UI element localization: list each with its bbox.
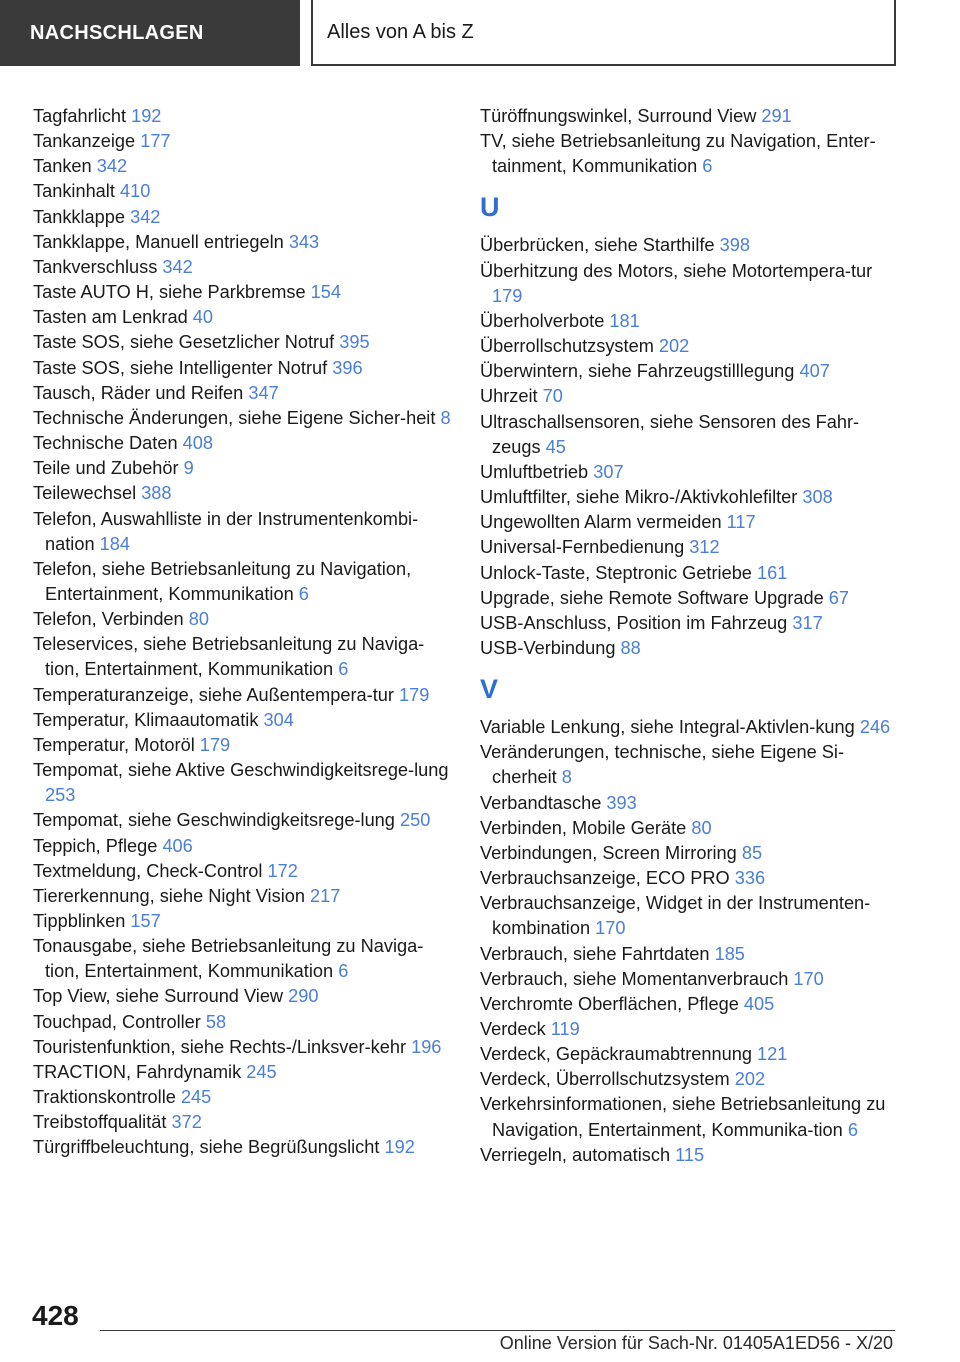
index-entry-text: Veränderungen, technische, siehe Eigene Si-cherheit [480, 742, 844, 788]
index-page-link[interactable]: 312 [689, 537, 720, 558]
index-letter-u: U [480, 192, 500, 223]
index-group-v [480, 715, 900, 1168]
index-page-link[interactable]: 70 [542, 386, 563, 407]
index-page-link[interactable]: 395 [339, 332, 370, 353]
section-label: NACHSCHLAGEN [30, 21, 204, 44]
index-entry [33, 934, 453, 984]
index-entry [33, 330, 453, 355]
index-entry-text: Unlock-Taste, Steptronic Getriebe [480, 562, 752, 583]
index-entry-text: Teleservices, siehe Betriebsanleitung zu Naviga-tion, Entertainment, Kommunikation [33, 634, 425, 680]
index-entry-text: Ungewollten Alarm vermeiden [480, 512, 722, 533]
index-entry [480, 384, 900, 409]
index-entry [480, 942, 900, 967]
index-entry-text: Tankklappe [33, 206, 126, 227]
index-entry [33, 406, 453, 431]
index-group-t-continued [480, 104, 900, 179]
index-entry-text: Textmeldung, Check-Control [33, 860, 263, 881]
index-page-link[interactable]: 406 [162, 835, 193, 856]
index-entry-text: Temperatur, Motoröl [33, 734, 195, 755]
index-group-u [480, 233, 900, 661]
index-entry [480, 334, 900, 359]
index-entry-text: Türgriffbeleuchtung, siehe Begrüßungslicht [33, 1137, 380, 1158]
index-entry-text: Temperatur, Klimaautomatik [33, 709, 259, 730]
index-entry-text: Top View, siehe Surround View [33, 986, 284, 1007]
index-entry-text: Tippblinken [33, 911, 126, 931]
index-entry [33, 481, 453, 506]
index-entry-text: Verbrauchsanzeige, ECO PRO [480, 868, 730, 889]
index-entry-text: Touristenfunktion, siehe Rechts-/Linksver-kehr [33, 1036, 407, 1057]
index-entry [480, 510, 900, 535]
index-page-link[interactable]: 184 [99, 533, 130, 554]
index-entry-text: Tausch, Räder und Reifen [33, 382, 244, 403]
index-page-link[interactable]: 304 [263, 709, 294, 730]
index-entry [33, 356, 453, 381]
index-entry [480, 740, 900, 790]
index-entry [33, 1110, 453, 1135]
index-page-link[interactable]: 342 [162, 256, 193, 277]
index-entry [480, 129, 900, 179]
index-entry-text: Tasten am Lenkrad [33, 307, 188, 328]
index-page-link[interactable]: 161 [757, 562, 788, 583]
index-entry [33, 507, 453, 557]
index-entry [33, 1035, 453, 1060]
index-page-link[interactable]: 317 [792, 612, 823, 633]
index-page-link[interactable]: 6 [298, 583, 309, 604]
index-entry-text: Uhrzeit [480, 386, 538, 407]
index-entry-text: Technische Änderungen, siehe Eigene Sicher-heit [33, 407, 436, 428]
index-page-link[interactable]: 85 [741, 842, 763, 863]
index-entry [33, 129, 453, 154]
index-entry-text: Verbrauch, siehe Fahrtdaten [480, 943, 710, 964]
index-entry [480, 561, 900, 586]
index-entry-text: Türöffnungswinkel, Surround View [480, 106, 757, 126]
index-entry-text: Telefon, siehe Betriebsanleitung zu Navigation, Entertainment, Kommunikation [33, 558, 412, 604]
index-entry-text: Tempomat, siehe Aktive Geschwindigkeitsrege-lung [33, 760, 449, 781]
index-page-link[interactable]: 58 [205, 1011, 227, 1032]
index-page-link[interactable]: 253 [45, 785, 76, 806]
index-entry-text: Teilewechsel [33, 483, 137, 504]
index-entry-text: Überwintern, siehe Fahrzeugstilllegung [480, 361, 795, 382]
index-entry [33, 808, 453, 833]
index-entry [480, 866, 900, 891]
index-entry-text: Teile und Zubehör [33, 458, 179, 479]
index-page-link[interactable]: 291 [761, 106, 792, 126]
index-entry-text: USB-Anschluss, Position im Fahrzeug [480, 612, 788, 633]
index-page-link[interactable]: 6 [702, 156, 713, 177]
index-entry-text: Traktionskontrolle [33, 1087, 176, 1108]
index-page-link[interactable]: 347 [248, 382, 279, 403]
index-entry-text: Ultraschallsensoren, siehe Sensoren des Fahr-zeugs [480, 411, 860, 457]
footer-online-version: Online Version für Sach-Nr. 01405A1ED56 - X/20 [499, 1333, 893, 1353]
index-page-link[interactable]: 179 [199, 734, 231, 755]
index-entry [480, 1092, 900, 1142]
index-entry-text: Verbrauch, siehe Momentanverbrauch [480, 968, 789, 989]
index-page-link[interactable]: 407 [799, 361, 830, 382]
index-entry [480, 359, 900, 384]
index-entry [33, 456, 453, 481]
index-page-link[interactable]: 246 [859, 717, 891, 738]
index-page-link[interactable]: 8 [561, 767, 572, 788]
index-entry [33, 683, 453, 708]
index-page-link[interactable]: 192 [384, 1137, 415, 1158]
index-entry [480, 535, 900, 560]
index-page-link[interactable]: 9 [183, 458, 194, 479]
index-entry [33, 557, 453, 607]
index-page-link[interactable]: 202 [734, 1069, 766, 1090]
index-page-link[interactable]: 336 [734, 868, 766, 889]
index-entry [33, 834, 453, 859]
index-page-link[interactable]: 398 [719, 235, 750, 256]
index-entry [33, 607, 453, 632]
index-page-link[interactable]: 372 [171, 1112, 202, 1133]
index-entry [480, 309, 900, 334]
index-page-link[interactable]: 388 [141, 483, 172, 504]
index-page-link[interactable]: 40 [192, 307, 213, 328]
index-entry [480, 586, 900, 611]
index-page-link[interactable]: 250 [399, 810, 431, 831]
index-page-link[interactable]: 170 [595, 918, 626, 939]
index-entry [480, 841, 900, 866]
index-page-link[interactable]: 170 [793, 968, 824, 989]
section-tab [0, 0, 300, 66]
index-entry-text: Technische Daten [33, 433, 178, 454]
index-entry-text: Überhitzung des Motors, siehe Motortempera-tur [480, 260, 873, 281]
index-entry [480, 259, 900, 309]
index-page-link[interactable]: 342 [96, 156, 128, 177]
index-entry-text: Variable Lenkung, siehe Integral-Aktivlen-kung [480, 717, 855, 738]
index-entry [480, 992, 900, 1017]
index-entry [480, 816, 900, 841]
index-entry [480, 485, 900, 510]
index-page-link[interactable]: 405 [743, 993, 775, 1014]
index-entry [33, 381, 453, 406]
index-entry-text: Tanken [33, 156, 92, 177]
index-entry-text: Taste SOS, siehe Intelligenter Notruf [33, 357, 328, 378]
index-page-link[interactable]: 202 [658, 336, 690, 357]
index-entry-text: TV, siehe Betriebsanleitung zu Navigation, Enter-tainment, Kommunikation [480, 131, 876, 177]
index-entry-text: Überrollschutzsystem [480, 336, 654, 357]
index-entry [480, 233, 900, 258]
index-entry [480, 460, 900, 485]
index-entry [33, 758, 453, 808]
index-entry [33, 154, 453, 179]
index-page-link[interactable]: 6 [338, 659, 349, 680]
index-entry [480, 636, 900, 661]
index-entry [33, 1135, 453, 1160]
footer-divider [100, 1330, 895, 1331]
index-entry [480, 1067, 900, 1092]
index-entry [33, 305, 453, 330]
index-page-link[interactable]: 181 [609, 310, 640, 331]
index-entry [480, 1042, 900, 1067]
index-entry [480, 967, 900, 992]
index-entry-text: Tiererkennung, siehe Night Vision [33, 885, 305, 906]
index-entry [33, 205, 453, 230]
index-page-link[interactable]: 410 [119, 181, 151, 202]
index-entry-text: Überholverbote [480, 310, 605, 331]
index-entry-text: Umluftbetrieb [480, 461, 589, 482]
index-entry [480, 1017, 900, 1042]
index-entry-text: Verkehrsinformationen, siehe Betriebsanleitung zu Navigation, Entertainment, Kommunika-tion [480, 1094, 886, 1140]
index-column-left [33, 104, 453, 1161]
index-column-right [480, 104, 900, 1168]
index-page-link[interactable]: 154 [310, 282, 342, 303]
index-entry [33, 255, 453, 280]
index-page-link[interactable]: 245 [246, 1061, 277, 1082]
index-entry [33, 708, 453, 733]
index-page-link[interactable]: 245 [180, 1087, 212, 1108]
index-entry [33, 984, 453, 1009]
index-entry [33, 179, 453, 204]
index-entry-text: Verriegeln, automatisch [480, 1144, 671, 1165]
index-page-link[interactable]: 185 [714, 943, 745, 964]
index-entry [480, 715, 900, 740]
index-entry [33, 1085, 453, 1110]
index-entry-text: Umluftfilter, siehe Mikro-/Aktivkohlefilter [480, 487, 798, 508]
index-entry-text: Telefon, Verbinden [33, 609, 184, 630]
index-entry-text: Upgrade, siehe Remote Software Upgrade [480, 587, 824, 608]
index-entry [33, 1060, 453, 1085]
index-entry-text: Verdeck, Gepäckraumabtrennung [480, 1044, 752, 1065]
index-entry-text: Treibstoffqualität [33, 1112, 167, 1133]
index-page-link[interactable]: 88 [620, 637, 641, 658]
index-page-link[interactable]: 157 [130, 911, 161, 931]
index-page-link[interactable]: 115 [675, 1144, 705, 1165]
index-entry-text: USB-Verbindung [480, 637, 616, 658]
index-page-link[interactable]: 217 [310, 885, 341, 906]
index-entry-text: Verbinden, Mobile Geräte [480, 817, 687, 838]
index-entry-text: Überbrücken, siehe Starthilfe [480, 235, 715, 256]
index-entry [480, 791, 900, 816]
index-page-link[interactable]: 45 [545, 436, 566, 457]
index-entry [33, 632, 453, 682]
page-number: 428 [32, 1300, 79, 1331]
index-page-link[interactable]: 67 [828, 587, 850, 608]
index-entry-text: Verbrauchsanzeige, Widget in der Instrumenten-kombination [480, 893, 871, 939]
index-entry-text: Temperaturanzeige, siehe Außentempera-tur [33, 684, 394, 705]
index-page-link[interactable]: 172 [267, 860, 298, 881]
index-entry-text: Touchpad, Controller [33, 1011, 201, 1032]
index-entry [33, 431, 453, 456]
index-entry [480, 410, 900, 460]
index-entry [33, 733, 453, 758]
index-entry-text: Tankklappe, Manuell entriegeln [33, 231, 284, 252]
index-letter-v: V [480, 674, 499, 705]
index-page-link[interactable]: 196 [411, 1036, 442, 1057]
index-entry-text: Teppich, Pflege [33, 835, 158, 856]
index-page-link[interactable]: 80 [188, 609, 209, 630]
index-entry [33, 909, 453, 934]
index-page-link[interactable]: 408 [182, 433, 213, 454]
index-entry-text: Taste AUTO H, siehe Parkbremse [33, 282, 306, 303]
index-entry-text: Verdeck [480, 1019, 546, 1039]
index-page-link[interactable]: 393 [606, 792, 637, 813]
index-page-link[interactable]: 119 [550, 1019, 580, 1039]
index-page-link[interactable]: 342 [130, 206, 161, 227]
index-entry-text: Tankverschluss [33, 256, 158, 277]
index-entry [480, 1143, 900, 1168]
index-entry [480, 104, 900, 129]
chapter-title [311, 0, 896, 66]
index-entry [480, 611, 900, 636]
index-page-link[interactable]: 179 [492, 285, 523, 306]
index-entry-text: Verbindungen, Screen Mirroring [480, 842, 737, 863]
index-page-link[interactable]: 179 [398, 684, 430, 705]
index-page-link[interactable]: 343 [288, 231, 320, 252]
index-entry-text: Tankinhalt [33, 181, 115, 202]
index-page-link[interactable]: 177 [140, 131, 171, 152]
index-page-link[interactable]: 8 [440, 407, 451, 428]
index-entry-text: Tonausgabe, siehe Betriebsanleitung zu Naviga-tion, Entertainment, Kommunikation [33, 936, 424, 982]
index-entry [33, 280, 453, 305]
index-entry [33, 859, 453, 884]
index-entry [33, 230, 453, 255]
index-entry-text: Tagfahrlicht [33, 106, 127, 126]
index-entry [480, 891, 900, 941]
index-entry-text: Telefon, Auswahlliste in der Instrumentenkombi-nation [33, 508, 419, 554]
index-page-link[interactable]: 308 [802, 487, 833, 508]
chapter-title-text: Alles von A bis Z [327, 20, 474, 43]
index-entry [33, 884, 453, 909]
index-entry-text: Tempomat, siehe Geschwindigkeitsrege-lung [33, 810, 395, 831]
index-entry [33, 1010, 453, 1035]
index-entry-text: Tankanzeige [33, 131, 136, 152]
index-entry-text: Verbandtasche [480, 792, 602, 813]
index-page-link[interactable]: 6 [847, 1119, 858, 1140]
index-page-link[interactable]: 307 [593, 461, 624, 482]
index-page-link[interactable]: 117 [726, 512, 756, 533]
index-page-link[interactable]: 80 [691, 817, 712, 838]
index-page-link[interactable]: 396 [332, 357, 363, 378]
index-page-link[interactable]: 6 [338, 961, 349, 982]
index-page-link[interactable]: 290 [288, 986, 319, 1007]
index-entry-text: Universal-Fernbedienung [480, 537, 685, 558]
index-entry-text: Verchromte Oberflächen, Pflege [480, 993, 739, 1014]
index-page-link[interactable]: 192 [131, 106, 162, 126]
index-page-link[interactable]: 121 [757, 1044, 788, 1065]
index-entry-text: Verdeck, Überrollschutzsystem [480, 1069, 730, 1090]
index-entry [33, 104, 453, 129]
index-entry-text: TRACTION, Fahrdynamik [33, 1061, 242, 1082]
index-entry-text: Taste SOS, siehe Gesetzlicher Notruf [33, 332, 335, 353]
